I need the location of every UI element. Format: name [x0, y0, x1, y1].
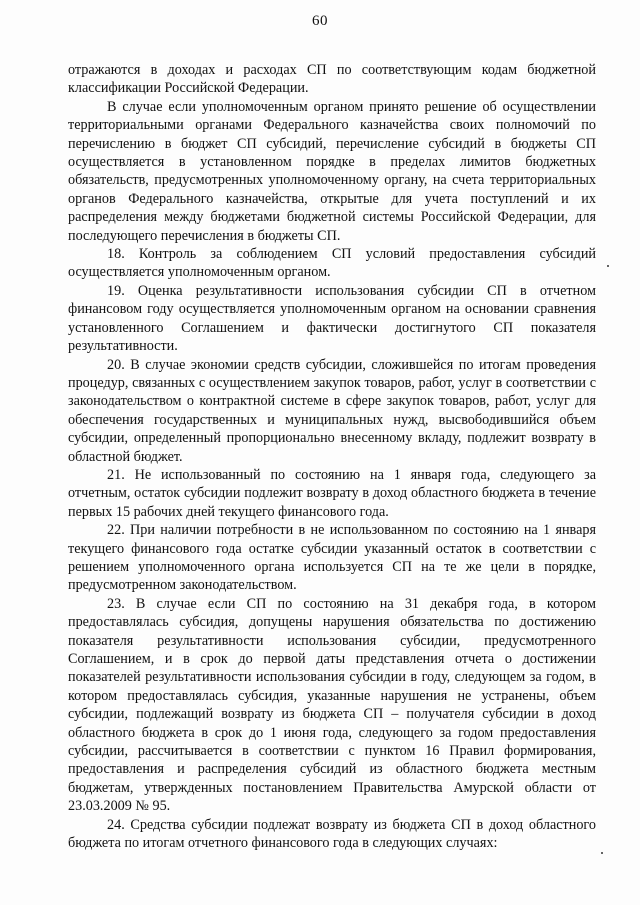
paragraph-23-violations: 23. В случае если СП по состоянию на 31 декабря года, в котором предоставлялась субсидия, допущены нарушения обязательства по достижению показателя результативности использования субсидии, предусмотренного Соглашением, и в срок до первой даты представления отчета о достижении показателей результативности использования субсидии в году, следующем за годом, в котором предоставлялась субсидия, указанные нарушения не устранены, объем субсидии, подлежащий возврату из бюджета СП – получателя субсидии в доход областного бюджета в срок до 1 июня года, следующего за годом предоставления субсидии, рассчитывается в соответствии с пунктом 16 Правил формирования, предоставления и распределения субсидий из областного бюджета местным бюджетам, утвержденных постановлением Правительства Амурской области от 23.03.2009 № 95. [68, 595, 596, 815]
paragraph-19-evaluation: 19. Оценка результативности использования субсидии СП в отчетном финансовом году осуществляется уполномоченным органом на основании сравнения установленного Соглашением и фактически достигнутого СП показателя результативности. [68, 282, 596, 355]
paragraph-20-savings: 20. В случае экономии средств субсидии, сложившейся по итогам проведения процедур, связанных с осуществлением закупок товаров, работ, услуг в соответствии с законодательством о контрактной системе в сфере закупок товаров, работ, услуг для обеспечения государственных и муниципальных нужд, высвободившийся объем субсидии, определенный пропорционально внесенному вкладу, подлежит возврату в областной бюджет. [68, 356, 596, 465]
paragraph-18-control: 18. Контроль за соблюдением СП условий предоставления субсидий осуществляется уполномоченным органом. [68, 246, 596, 281]
scan-mark [601, 852, 603, 854]
paragraph-24-return: 24. Средства субсидии подлежат возврату из бюджета СП в доход областного бюджета по итогам отчетного финансового года в следующих случаях: [68, 816, 596, 852]
document-body [68, 61, 596, 852]
paragraph-continuation: отражаются в доходах и расходах СП по соответствующим кодам бюджетной классификации Российской Федерации. [68, 62, 596, 97]
scan-mark [607, 265, 609, 267]
paragraph-22-need: 22. При наличии потребности в не использованном по состоянию на 1 января текущего финансового года остатке субсидии указанный остаток в соответствии с решением уполномоченного органа используется СП на те же цели в порядке, предусмотренном законодательством. [68, 522, 596, 594]
page-number: 60 [312, 13, 328, 29]
paragraph-treasury-transfer: В случае если уполномоченным органом принято решение об осуществлении территориальными органами Федерального казначейства своих полномочий по перечислению в бюджет СП субсидий, перечисление субсидий в бюджеты СП осуществляется в установленном порядке в пределах лимитов бюджетных обязательств, предусмотренных уполномоченному органу, на счета территориальных органов Федерального казначейства, открытые для учета поступлений и их распределения между бюджетами бюджетной системы Российской Федерации, для последующего перечисления в бюджеты СП. [68, 98, 596, 244]
paragraph-21-unused-balance: 21. Не использованный по состоянию на 1 января года, следующего за отчетным, остаток субсидии подлежит возврату в доход областного бюджета в течение первых 15 рабочих дней текущего финансового года. [68, 466, 596, 520]
